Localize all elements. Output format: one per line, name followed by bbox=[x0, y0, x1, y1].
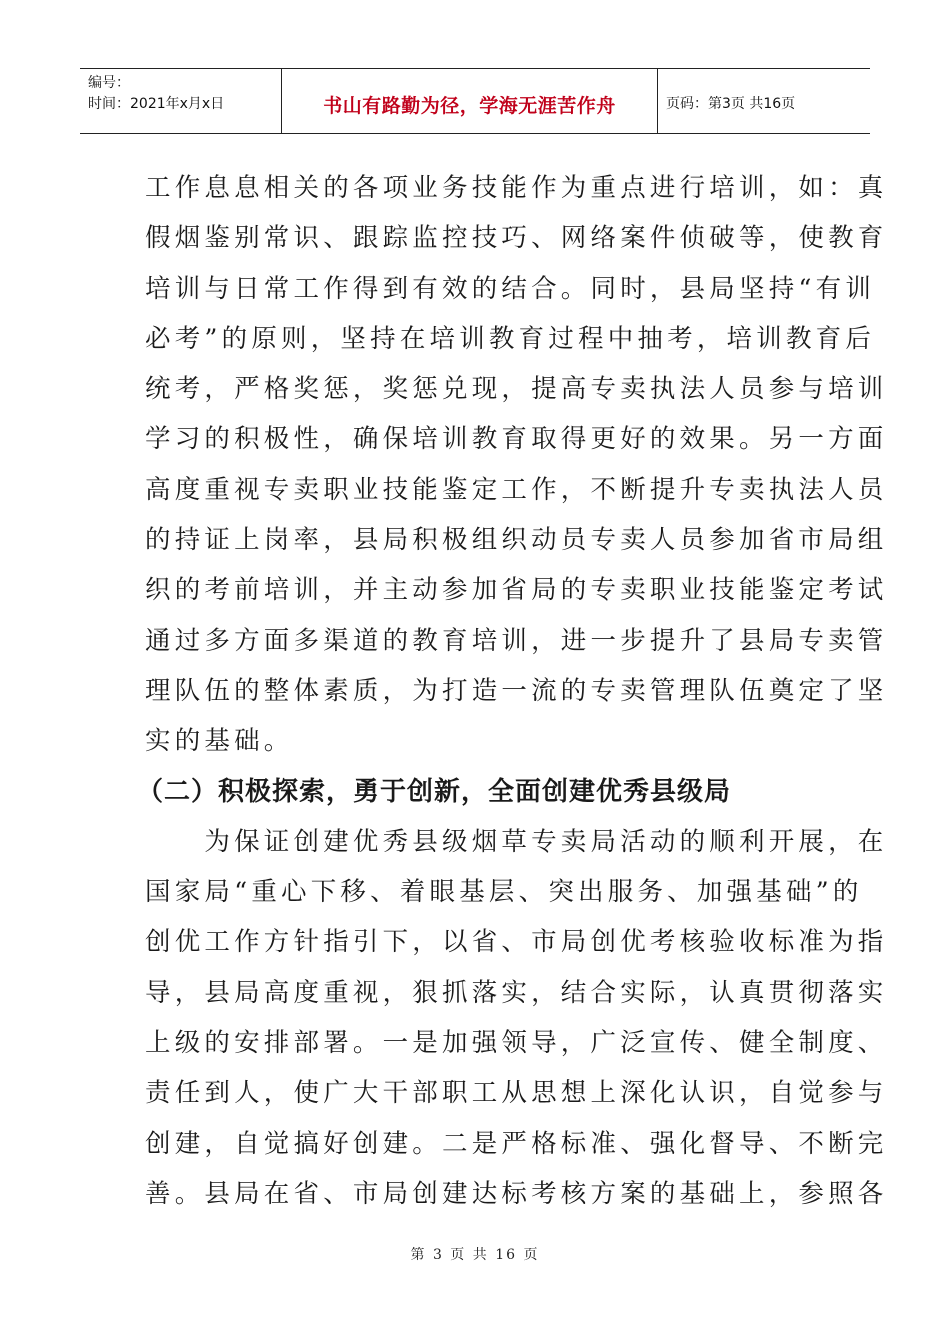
body-line: 高度重视专卖职业技能鉴定工作，不断提升专卖执法人员 bbox=[145, 474, 888, 505]
body-line: 国家局“重心下移、着眼基层、突出服务、加强基础”的 bbox=[145, 877, 863, 908]
body-line: 实的基础。 bbox=[145, 726, 294, 757]
body-line: 上级的安排部署。一是加强领导，广泛宣传、健全制度、 bbox=[145, 1028, 888, 1059]
number-label: 编号： bbox=[88, 75, 130, 91]
time-label: 时间：2021年x月x日 bbox=[88, 96, 225, 112]
header-meta bbox=[80, 69, 282, 133]
body-line: 织的考前培训，并主动参加省局的专卖职业技能鉴定考试 bbox=[145, 575, 888, 606]
document-header bbox=[80, 68, 870, 134]
body-line: 善。县局在省、市局创建达标考核方案的基础上，参照各 bbox=[145, 1178, 888, 1209]
body-line: 责任到人，使广大干部职工从思想上深化认识，自觉参与 bbox=[145, 1078, 888, 1109]
body-line: 通过多方面多渠道的教育培训，进一步提升了县局专卖管 bbox=[145, 625, 888, 656]
header-motto: 书山有路勤为径，学海无涯苦作舟 bbox=[282, 69, 658, 133]
body-line: 必考”的原则，坚持在培训教育过程中抽考，培训教育后 bbox=[145, 323, 876, 354]
body-line: 学习的积极性，确保培训教育取得更好的效果。另一方面 bbox=[145, 424, 888, 455]
section-heading: （二）积极探索，勇于创新，全面创建优秀县级局 bbox=[137, 776, 732, 807]
header-page-info: 页码：第3页 共16页 bbox=[666, 96, 796, 112]
page-footer: 第 3 页 共 16 页 bbox=[410, 1247, 540, 1263]
document-body bbox=[137, 163, 888, 1219]
body-line: 统考，严格奖惩，奖惩兑现，提高专卖执法人员参与培训 bbox=[145, 374, 888, 405]
body-line: 创优工作方针指引下，以省、市局创优考核验收标准为指 bbox=[145, 927, 888, 958]
body-line: 导，县局高度重视，狠抓落实，结合实际，认真贯彻落实 bbox=[145, 977, 888, 1008]
body-line: 工作息息相关的各项业务技能作为重点进行培训，如：真 bbox=[145, 173, 888, 203]
body-line: 理队伍的整体素质，为打造一流的专卖管理队伍奠定了坚 bbox=[145, 675, 888, 706]
body-line: 培训与日常工作得到有效的结合。同时，县局坚持“有训 bbox=[145, 273, 876, 304]
body-line: 为保证创建优秀县级烟草专卖局活动的顺利开展，在 bbox=[145, 826, 888, 857]
body-line: 假烟鉴别常识、跟踪监控技巧、网络案件侦破等，使教育 bbox=[145, 223, 888, 254]
body-line: 的持证上岗率，县局积极组织动员专卖人员参加省市局组 bbox=[145, 525, 888, 556]
body-line: 创建，自觉搞好创建。二是严格标准、强化督导、不断完 bbox=[145, 1128, 888, 1159]
